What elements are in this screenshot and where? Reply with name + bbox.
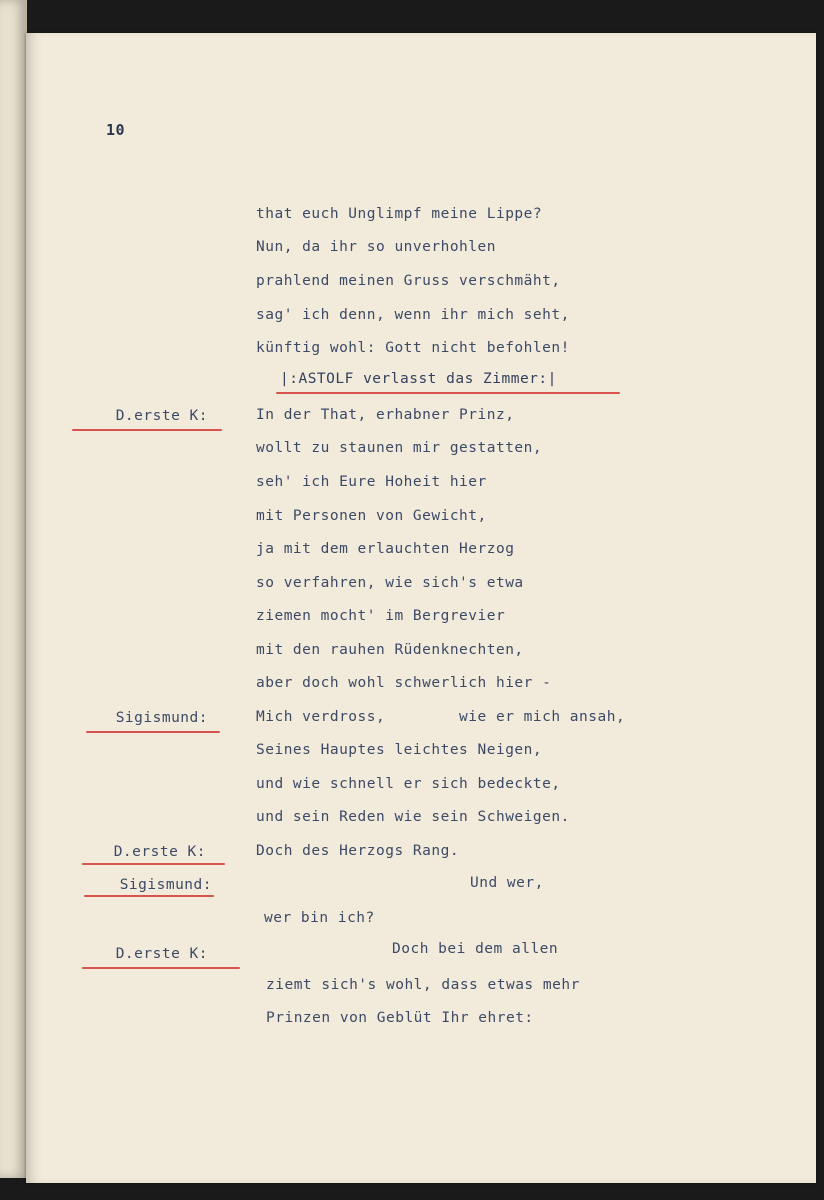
typewritten-page (26, 33, 816, 1183)
speaker-underline (72, 429, 222, 431)
speaker-label: D.erste K: (115, 946, 208, 962)
text-line: In der That, erhabner Prinz, (256, 407, 515, 423)
stage-direction-underline (276, 392, 620, 394)
text-line: seh' ich Eure Hoheit hier (256, 474, 487, 490)
text-line: sag' ich denn, wenn ihr mich seht, (256, 307, 570, 323)
page-number: 10 (106, 121, 126, 139)
text-line: Nun, da ihr so unverhohlen (256, 239, 496, 255)
text-line: und wie schnell er sich bedeckte, (256, 776, 561, 792)
text-line: mit den rauhen Rüdenknechten, (256, 642, 524, 658)
text-line: Und wer, (470, 875, 544, 891)
text-line: künftig wohl: Gott nicht befohlen! (256, 340, 570, 356)
speaker-underline (86, 731, 220, 733)
speaker-underline (84, 895, 214, 897)
text-line: prahlend meinen Gruss verschmäht, (256, 273, 561, 289)
text-line: so verfahren, wie sich's etwa (256, 575, 524, 591)
stage-direction: |:ASTOLF verlasst das Zimmer:| (280, 371, 557, 387)
speaker-underline (82, 863, 225, 865)
text-line: ziemen mocht' im Bergrevier (256, 608, 506, 624)
text-line: Doch bei dem allen (392, 941, 559, 957)
speaker-label: D.erste K: (113, 844, 206, 860)
text-line: ziemt sich's wohl, dass etwas mehr (266, 977, 580, 993)
text-line: that euch Unglimpf meine Lippe? (256, 206, 543, 222)
text-line: und sein Reden wie sein Schweigen. (256, 809, 570, 825)
speaker-underline (82, 967, 240, 969)
text-line: ja mit dem erlauchten Herzog (256, 541, 515, 557)
text-line: wer bin ich? (264, 910, 375, 926)
speaker-label: D.erste K: (115, 408, 208, 424)
text-line: aber doch wohl schwerlich hier - (256, 675, 552, 691)
speaker-label: Sigismund: (115, 710, 208, 726)
text-line: Seines Hauptes leichtes Neigen, (256, 742, 543, 758)
text-line: Mich verdross, wie er mich ansah, (256, 709, 626, 725)
speaker-label: Sigismund: (119, 877, 212, 893)
text-line: wollt zu staunen mir gestatten, (256, 440, 543, 456)
text-line: mit Personen von Gewicht, (256, 508, 487, 524)
text-line: Doch des Herzogs Rang. (256, 843, 460, 859)
text-line: Prinzen von Geblüt Ihr ehret: (266, 1010, 534, 1026)
facing-page-edge (0, 0, 27, 1178)
